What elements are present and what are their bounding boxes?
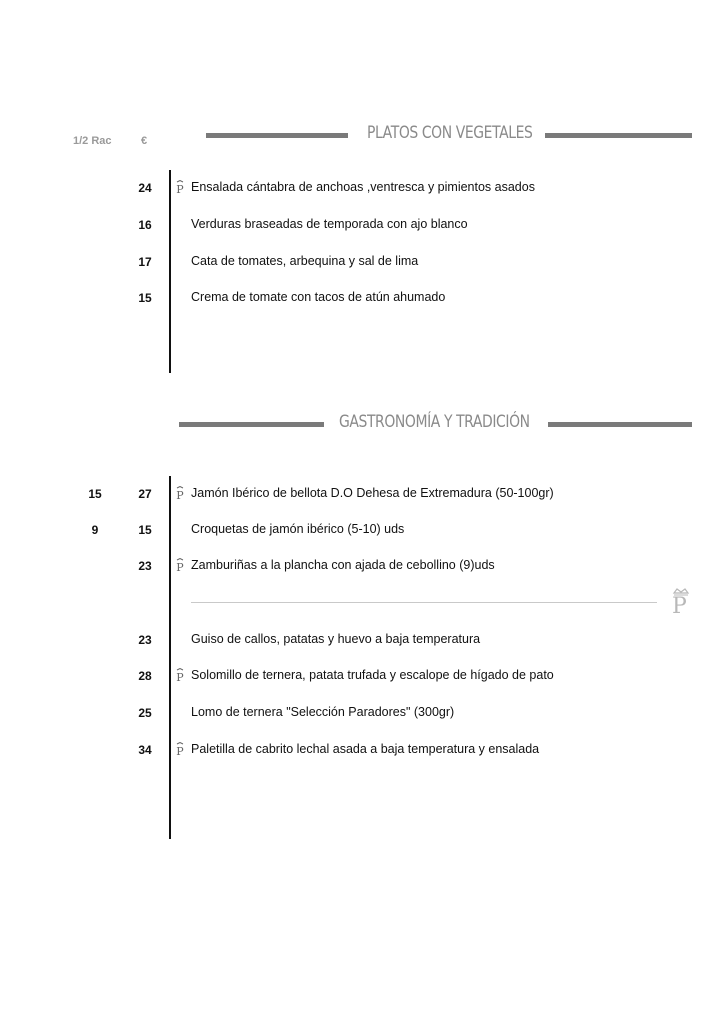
item-price: 34 [138, 743, 152, 757]
item-half-price: 15 [88, 487, 102, 501]
item-price: 16 [138, 218, 152, 232]
item-name: Jamón Ibérico de bellota D.O Dehesa de Extremadura (50-100gr) [191, 486, 554, 500]
parador-mark-icon [174, 742, 186, 756]
item-name: Ensalada cántabra de anchoas ,ventresca y pimientos asados [191, 180, 535, 194]
section-divider-line [169, 476, 171, 839]
item-name: Guiso de callos, patatas y huevo a baja temperatura [191, 632, 481, 646]
parador-logo-icon [670, 586, 692, 620]
item-name: Verduras braseadas de temporada con ajo blanco [191, 217, 468, 231]
logo-letter: P [672, 594, 687, 619]
parador-mark-icon [174, 558, 186, 572]
section-title-gastronomia: GASTRONOMÍA Y TRADICIÓN [339, 412, 530, 432]
item-price: 15 [138, 523, 152, 537]
item-price: 25 [138, 706, 152, 720]
item-half-price: 9 [91, 523, 99, 537]
svg-text:P: P [176, 183, 184, 194]
section-bar-right [548, 422, 692, 427]
item-name: Lomo de ternera "Selección Paradores" (300gr) [191, 705, 455, 719]
item-name: Crema de tomate con tacos de atún ahumado [191, 290, 446, 304]
section-divider-line [169, 170, 171, 373]
section-bar-left [179, 422, 324, 427]
item-price: 17 [138, 255, 152, 269]
parador-mark-icon [174, 668, 186, 682]
item-price: 27 [138, 487, 152, 501]
item-name: Solomillo de ternera, patata trufada y escalope de hígado de pato [191, 668, 554, 682]
item-price: 24 [138, 181, 152, 195]
item-name: Paletilla de cabrito lechal asada a baja temperatura y ensalada [191, 742, 540, 756]
currency-header: € [141, 135, 148, 147]
item-name: Croquetas de jamón ibérico (5-10) uds [191, 522, 405, 536]
parador-mark-icon [174, 486, 186, 500]
section-separator [191, 602, 657, 603]
svg-text:P: P [176, 489, 184, 500]
item-name: Zamburiñas a la plancha con ajada de cebollino (9)uds [191, 558, 495, 572]
parador-mark-icon [174, 180, 186, 194]
item-price: 23 [138, 633, 152, 647]
item-name: Cata de tomates, arbequina y sal de lima [191, 254, 419, 268]
svg-text:P: P [176, 671, 184, 682]
item-price: 23 [138, 559, 152, 573]
svg-text:P: P [176, 745, 184, 756]
item-price: 15 [138, 291, 152, 305]
section-bar-right [545, 133, 692, 138]
svg-text:P: P [176, 561, 184, 572]
section-title-vegetales: PLATOS CON VEGETALES [367, 123, 533, 143]
half-ration-header: 1/2 Rac [73, 135, 112, 147]
item-price: 28 [138, 669, 152, 683]
section-bar-left [206, 133, 348, 138]
